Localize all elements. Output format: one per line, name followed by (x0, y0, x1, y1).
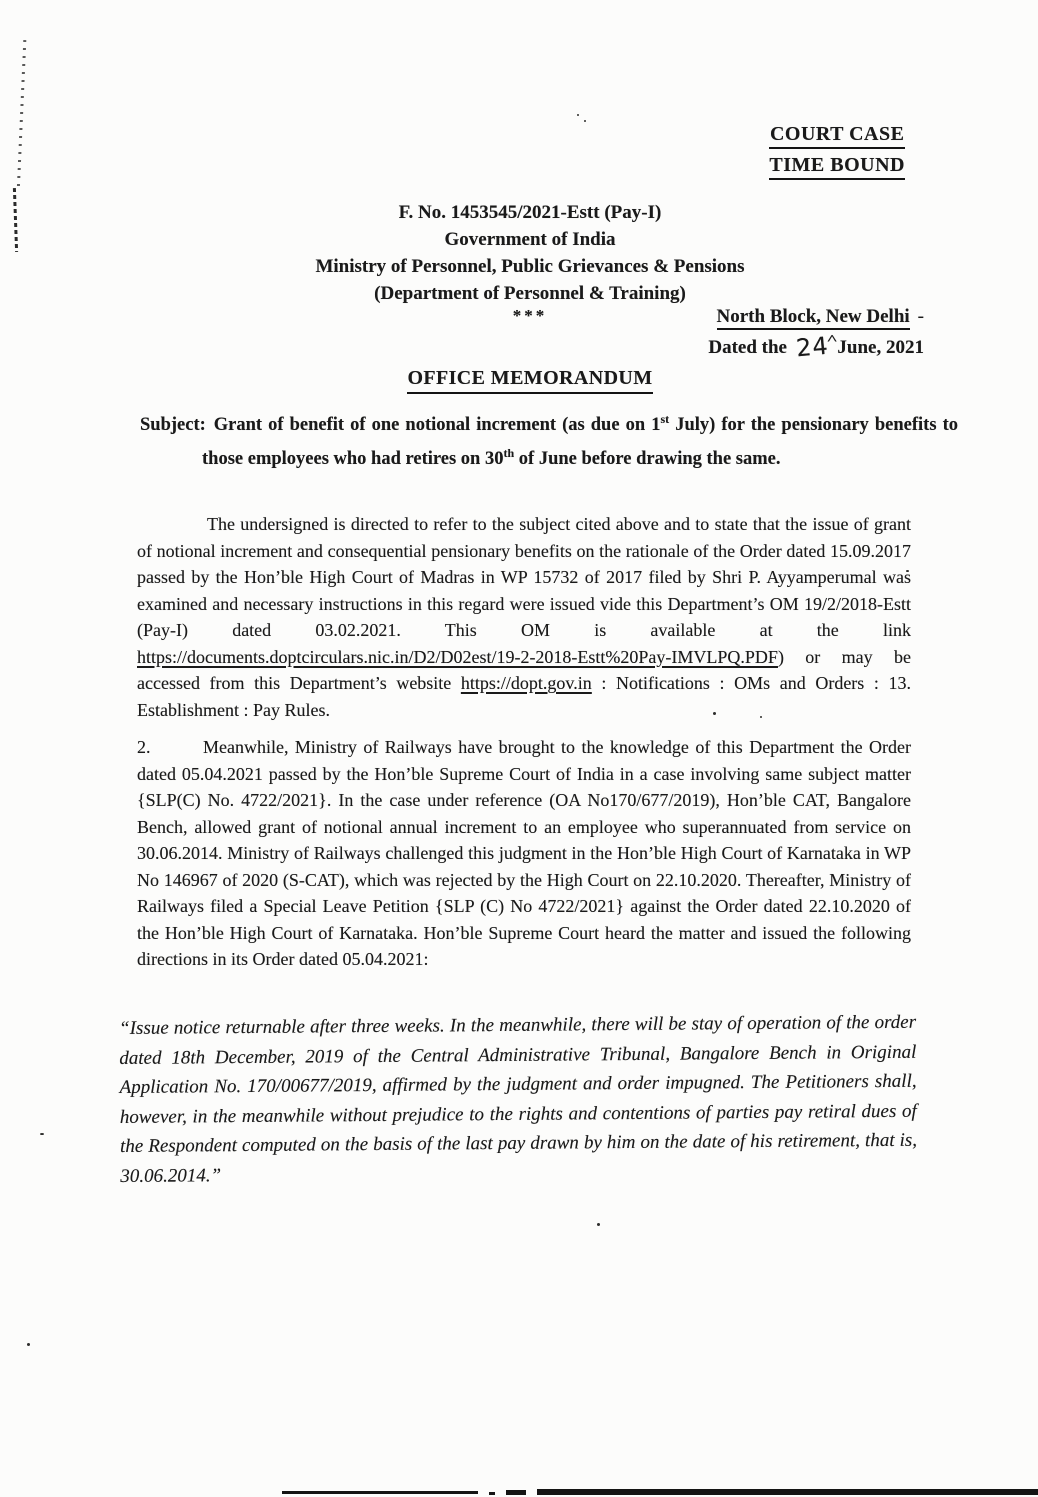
paragraph-1 (137, 511, 911, 723)
dateline-dash: - (917, 306, 924, 327)
superscript-th: th (503, 446, 515, 461)
paragraph-2-text: Meanwhile, Ministry of Railways have brought to the knowledge of this Department the Order dated 05.04.2021 passed by the Hon’ble Supreme Court of India in a case involving same subject matter {SLP(C) No. 4722/2021}. In the case under reference (OA No170/677/2019), Hon’ble CAT, Bangalore Bench, allowed grant of notional annual increment to an employee who superannuated from service on 30.06.2014. Ministry of Railways challenged this judgment in the Hon’ble High Court of Karnataka in WP No 146967 of 2020 (S-CAT), which was rejected by the High Court on 22.10.2020. Thereafter, Ministry of Railways filed a Special Leave Petition {SLP (C) No 4722/2021} against the Order dated 22.10.2020 of the Hon’ble High Court of Karnataka. Hon’ble Supreme Court heard the matter and issued the following directions in its Order dated 05.04.2021: (137, 737, 911, 969)
date-line (708, 331, 924, 364)
bottom-edge-dash (506, 1490, 526, 1495)
dopt-website-link[interactable]: https://dopt.gov.in (460, 673, 592, 693)
para1-text-3: : Notifications : OMs and Orders : 13. Establishment : Pay Rules. (137, 673, 912, 720)
place-name: North Block, New Delhi (717, 306, 910, 330)
paragraph-2-number: 2. (137, 737, 151, 757)
paragraph-2 (137, 734, 911, 973)
scan-speck (27, 1343, 30, 1346)
date-prefix: Dated the (708, 337, 792, 358)
star-separator: *** (512, 306, 548, 325)
government-name: Government of India (444, 229, 616, 250)
scan-speck (584, 120, 586, 122)
court-stamp (769, 123, 905, 185)
time-bound-stamp: TIME BOUND (769, 154, 905, 180)
handwritten-day: 24 (794, 331, 830, 363)
memo-title: OFFICE MEMORANDUM (407, 367, 652, 394)
place-line (708, 303, 924, 331)
para1-text-2: ) or may be accessed from this Department’s website (137, 646, 911, 693)
scan-artifact-left-bottom (13, 188, 18, 252)
para1-text-1: The undersigned is directed to refer to the subject cited above and to state that the issue of grant of notional increment and consequential pensionary benefits on the rationale of the Order dated 15.09.2017 passed by the Hon’ble High Court of Madras in WP 15732 of 2017 filed by Shri P. Ayyamperumal was examined and necessary instructions in this regard were issued vide this Department’s OM 19/2/2018-Estt (Pay-I) dated 03.02.2021. This OM is available at the link (137, 514, 911, 640)
court-order-quote: “Issue notice returnable after three weeks. In the meanwhile, there will be stay of operation of the order dated 18th December, 2019 of the Central Administrative Tribunal, Bangalore Bench in Original Application No. 170/00677/2019, affirmed by the judgment and order impugned. The Petitioners shall, however, in the meanwhile without prejudice to the rights and contentions of parties pay retiral dues of the Respondent computed on the basis of the last pay drawn by him on the date of his retirement, that is, 30.06.2014.” (119, 1011, 918, 1187)
scan-speck (577, 114, 579, 116)
scan-artifact-left-top (17, 40, 27, 192)
superscript-st: st (660, 412, 670, 426)
court-case-stamp: COURT CASE (769, 123, 905, 149)
ministry-name: Ministry of Personnel, Public Grievances & Pensions (315, 256, 745, 277)
scan-speck (40, 1133, 44, 1135)
handwritten-ordinal-mark: ^ (826, 333, 839, 348)
subject-text-2: July) for the pensionary benefits to those employees who had retires on 30 (202, 415, 958, 470)
date-rest: June, 2021 (837, 337, 924, 358)
department-name: (Department of Personnel & Training) (374, 283, 686, 304)
doptcirculars-link[interactable]: https://documents.doptcirculars.nic.in/D2/D02est/19-2-2018-Estt%20Pay-IMVLPQ.PDF (137, 646, 778, 667)
file-number: F. No. 1453545/2021-Estt (Pay-I) (398, 202, 662, 223)
subject-block (140, 405, 958, 473)
subject-text-3: of June before drawing the same. (514, 449, 781, 470)
scan-speck (597, 1223, 600, 1226)
memo-title-row (22, 367, 1038, 394)
subject-label: Subject: (140, 415, 206, 436)
dateline (708, 303, 924, 364)
bottom-edge-line-right (537, 1489, 1038, 1495)
subject-text-1: Grant of benefit of one notional increment (as due on 1 (213, 415, 661, 436)
bottom-edge-speck (489, 1492, 495, 1495)
bottom-edge-line-left (282, 1491, 478, 1494)
